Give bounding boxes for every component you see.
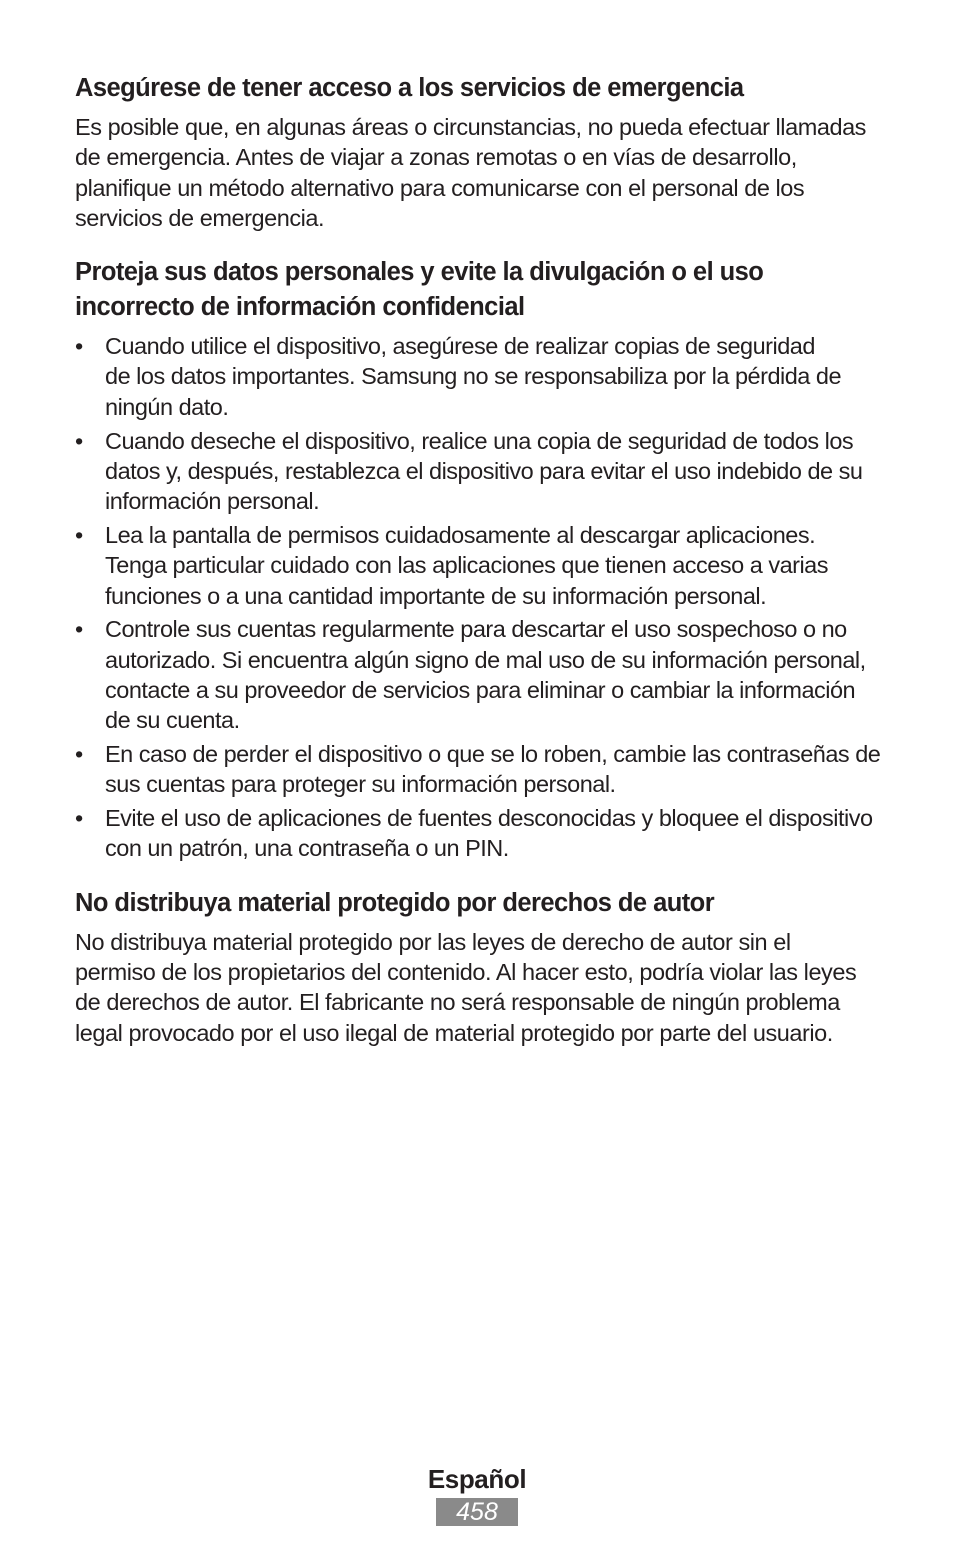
list-item <box>75 614 887 735</box>
list-item-line: datos y, después, restablezca el dispositivo para evitar el uso indebido de su <box>105 457 863 484</box>
list-item-line: En caso de perder el dispositivo o que se lo roben, cambie las contraseñas de <box>105 741 881 768</box>
list-item <box>75 426 887 517</box>
list-item <box>75 520 887 611</box>
paragraph-line: legal provocado por el uso ilegal de material protegido por parte del usuario. <box>75 1019 833 1046</box>
list-item-line: de su cuenta. <box>105 707 240 734</box>
bullet-icon: • <box>75 805 83 832</box>
section-paragraph <box>75 112 887 233</box>
section-personal-data <box>75 255 887 864</box>
list-item-line: funciones o a una cantidad importante de su información personal. <box>105 582 767 609</box>
bullet-icon: • <box>75 427 83 454</box>
heading-line: incorrecto de información confidencial <box>75 293 525 322</box>
bullet-list <box>75 331 887 864</box>
list-item <box>75 331 887 422</box>
list-item <box>75 803 887 864</box>
list-item-line: Cuando deseche el dispositivo, realice una copia de seguridad de todos los <box>105 427 854 454</box>
list-item-line: información personal. <box>105 488 320 515</box>
section-emergency <box>75 71 887 233</box>
bullet-icon: • <box>75 333 83 360</box>
bullet-icon: • <box>75 741 83 768</box>
section-heading: Asegúrese de tener acceso a los servicios de emergencia <box>75 74 744 102</box>
list-item-line: Evite el uso de aplicaciones de fuentes desconocidas y bloquee el dispositivo <box>105 805 873 832</box>
list-item-line: con un patrón, una contraseña o un PIN. <box>105 835 509 862</box>
paragraph-line: Es posible que, en algunas áreas o circunstancias, no pueda efectuar llamadas <box>75 114 866 140</box>
list-item-line: Controle sus cuentas regularmente para descartar el uso sospechoso o no <box>105 616 847 643</box>
list-item-line: de los datos importantes. Samsung no se responsabiliza por la pérdida de <box>105 363 842 390</box>
section-copyright <box>75 886 887 1048</box>
page-footer <box>0 1461 954 1526</box>
list-item <box>75 739 887 800</box>
heading-line: Proteja sus datos personales y evite la divulgación o el uso <box>75 258 764 287</box>
page-number: 458 <box>436 1498 518 1526</box>
list-item-line: contacte a su proveedor de servicios para eliminar o cambiar la información <box>105 676 856 703</box>
list-item-line: sus cuentas para proteger su información personal. <box>105 771 616 798</box>
list-item-line: Tenga particular cuidado con las aplicaciones que tienen acceso a varias <box>105 552 828 579</box>
bullet-icon: • <box>75 616 83 643</box>
list-item-line: autorizado. Si encuentra algún signo de mal uso de su información personal, <box>105 646 866 673</box>
list-item-line: Lea la pantalla de permisos cuidadosamente al descargar aplicaciones. <box>105 521 816 548</box>
paragraph-line: de emergencia. Antes de viajar a zonas remotas o en vías de desarrollo, <box>75 144 797 171</box>
paragraph-line: servicios de emergencia. <box>75 204 325 231</box>
section-heading <box>75 255 887 325</box>
paragraph-line: planifique un método alternativo para comunicarse con el personal de los <box>75 174 805 201</box>
section-heading: No distribuya material protegido por derechos de autor <box>75 888 715 917</box>
list-item-line: ningún dato. <box>105 393 229 420</box>
list-item-line: Cuando utilice el dispositivo, asegúrese de realizar copias de seguridad <box>105 333 815 360</box>
paragraph-line: No distribuya material protegido por las leyes de derecho de autor sin el <box>75 928 791 955</box>
paragraph-line: de derechos de autor. El fabricante no será responsable de ningún problema <box>75 989 840 1016</box>
section-paragraph <box>75 927 887 1048</box>
bullet-icon: • <box>75 521 83 548</box>
document-body <box>75 71 887 1070</box>
language-label: Español <box>427 1464 527 1494</box>
paragraph-line: permiso de los propietarios del contenido. Al hacer esto, podría violar las leyes <box>75 959 857 986</box>
